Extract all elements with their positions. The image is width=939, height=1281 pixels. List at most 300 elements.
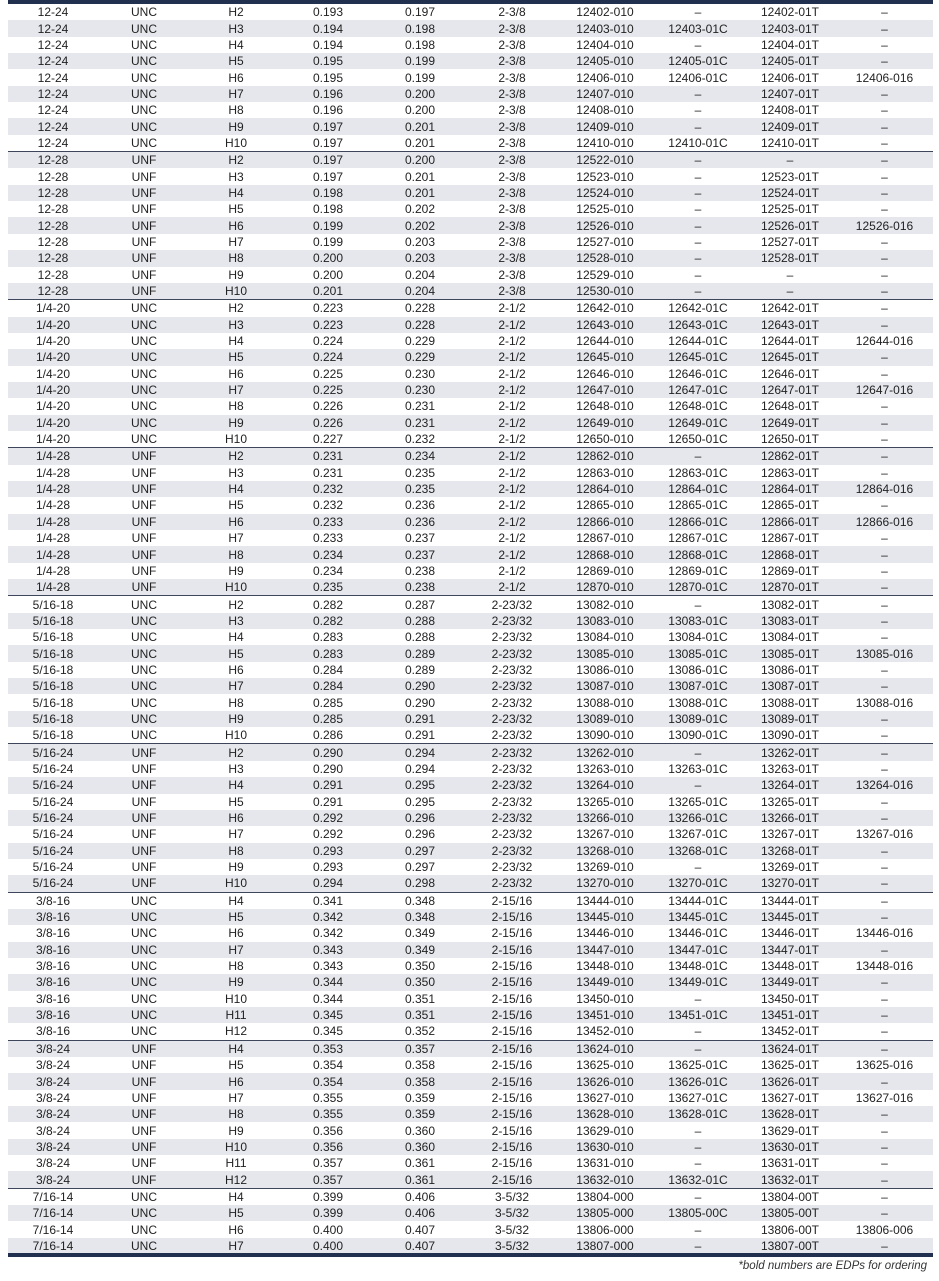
tap-size-cell: 12-24: [37, 103, 69, 118]
edp-tin-cell: 12649-01T: [744, 415, 836, 431]
table-row: [8, 596, 933, 613]
tap-size-cell: 12-28: [37, 267, 69, 282]
table-row: [8, 875, 933, 892]
edp-tin-cell: 12404-01T: [760, 37, 820, 52]
tap-size-cell: 12-24: [37, 37, 69, 52]
table-row: [8, 1238, 933, 1254]
min-pitch-dia-cell: 0.344: [282, 974, 374, 990]
overall-length-cell: 2-3/8: [498, 5, 526, 20]
table-row: [8, 942, 933, 958]
table-row: [8, 431, 933, 448]
edp-tin-cell: 12523-01T: [760, 169, 820, 184]
edp-special-cell: –: [836, 711, 933, 727]
edp-tin-cell: 12525-01T: [760, 202, 820, 217]
tap-size-cell: 12-28: [8, 217, 98, 233]
thread-type-cell: UNC: [131, 959, 157, 974]
table-row: [8, 727, 933, 744]
edp-special-cell: –: [881, 5, 888, 20]
overall-length-cell: 2-15/16: [491, 1156, 533, 1171]
tap-size-cell: 5/16-18: [32, 630, 74, 645]
thread-type-cell: UNF: [98, 1106, 190, 1122]
edp-special-cell: –: [836, 448, 933, 465]
max-pitch-dia-cell: 0.294: [404, 761, 436, 776]
table-row: [8, 662, 933, 678]
h-limit-cell: H6: [228, 366, 244, 381]
table-row: [8, 843, 933, 859]
min-pitch-dia-cell: 0.197: [282, 152, 374, 169]
overall-length-cell: 2-3/8: [466, 20, 558, 36]
edp-plain-cell: 13444-010: [558, 892, 652, 909]
h-limit-cell: H9: [228, 1123, 244, 1138]
max-pitch-dia-cell: 0.201: [404, 169, 436, 184]
overall-length-cell: 2-3/8: [466, 185, 558, 201]
thread-type-cell: UNF: [98, 579, 190, 596]
overall-length-cell: 2-3/8: [466, 86, 558, 102]
edp-plain-cell: 13264-010: [558, 777, 652, 793]
edp-coated-cell: –: [694, 1156, 702, 1171]
edp-special-cell: 12526-016: [836, 217, 933, 233]
edp-special-cell: –: [881, 991, 888, 1006]
thread-type-cell: UNF: [98, 250, 190, 266]
max-pitch-dia-cell: 0.237: [374, 546, 466, 562]
h-limit-cell: H5: [228, 498, 244, 513]
thread-type-cell: UNC: [131, 662, 157, 677]
edp-coated-cell: 12644-01C: [668, 334, 728, 349]
thread-type-cell: UNF: [98, 1139, 190, 1155]
min-pitch-dia-cell: 0.290: [282, 744, 374, 761]
edp-coated-cell: 13263-01C: [668, 761, 728, 776]
overall-length-cell: 3-5/32: [466, 1238, 558, 1254]
h-limit-cell: H8: [228, 959, 244, 974]
thread-type-cell: UNF: [98, 185, 190, 201]
overall-length-cell: 2-15/16: [466, 974, 558, 990]
edp-special-cell: –: [836, 415, 933, 431]
edp-plain-cell: 12648-010: [576, 399, 634, 414]
max-pitch-dia-cell: 0.198: [374, 20, 466, 36]
table-row: [8, 217, 933, 233]
thread-type-cell: UNC: [98, 892, 190, 909]
max-pitch-dia-cell: 0.199: [374, 53, 466, 69]
min-pitch-dia-cell: 0.283: [282, 645, 374, 661]
h-limit-cell: H10: [224, 728, 247, 743]
edp-tin-cell: 13084-01T: [760, 630, 820, 645]
edp-special-cell: –: [881, 202, 888, 217]
edp-plain-cell: 13090-010: [576, 728, 634, 743]
edp-tin-cell: 13087-01T: [744, 678, 836, 694]
tap-size-cell: 5/16-24: [32, 794, 74, 809]
edp-tin-cell: 13265-01T: [760, 794, 820, 809]
edp-tin-cell: 12642-01T: [744, 300, 836, 317]
overall-length-cell: 2-3/8: [498, 70, 526, 85]
edp-tin-cell: –: [744, 152, 836, 169]
max-pitch-dia-cell: 0.236: [404, 498, 436, 513]
edp-plain-cell: 12522-010: [558, 152, 652, 169]
h-limit-cell: H5: [228, 1058, 244, 1073]
table-row: [8, 909, 933, 925]
min-pitch-dia-cell: 0.282: [282, 596, 374, 613]
tap-size-cell: 1/4-20: [8, 349, 98, 365]
h-limit-cell: H4: [190, 892, 282, 909]
edp-coated-cell: 12868-01C: [652, 546, 744, 562]
table-row: [8, 974, 933, 990]
thread-type-cell: UNC: [98, 1238, 190, 1254]
min-pitch-dia-cell: 0.197: [312, 169, 344, 184]
min-pitch-dia-cell: 0.195: [312, 70, 344, 85]
max-pitch-dia-cell: 0.230: [374, 382, 466, 398]
edp-special-cell: –: [881, 135, 888, 150]
edp-plain-cell: 13082-010: [558, 596, 652, 613]
min-pitch-dia-cell: 0.344: [312, 991, 344, 1006]
max-pitch-dia-cell: 0.290: [404, 695, 436, 710]
edp-special-cell: –: [836, 1188, 933, 1205]
max-pitch-dia-cell: 0.198: [404, 37, 436, 52]
table-row: [8, 1090, 933, 1106]
table-row: [8, 20, 933, 36]
overall-length-cell: 2-3/8: [498, 169, 526, 184]
table-row: [8, 300, 933, 317]
min-pitch-dia-cell: 0.225: [282, 382, 374, 398]
thread-type-cell: UNF: [98, 1040, 190, 1057]
edp-tin-cell: 13082-01T: [744, 596, 836, 613]
edp-tin-cell: –: [744, 283, 836, 300]
edp-coated-cell: –: [652, 744, 744, 761]
tap-size-cell: 3/8-24: [35, 1090, 71, 1105]
edp-tin-cell: 13451-01T: [744, 1007, 836, 1023]
edp-tin-cell: 12407-01T: [744, 86, 836, 102]
edp-special-cell: –: [836, 20, 933, 36]
overall-length-cell: 2-15/16: [466, 1007, 558, 1023]
edp-coated-cell: 13089-01C: [652, 711, 744, 727]
edp-plain-cell: 12867-010: [576, 531, 634, 546]
max-pitch-dia-cell: 0.235: [374, 481, 466, 497]
thread-type-cell: UNF: [98, 1171, 190, 1188]
max-pitch-dia-cell: 0.232: [404, 432, 436, 447]
table-row: [8, 1155, 933, 1171]
tap-size-cell: 3/8-24: [35, 1123, 71, 1138]
tap-size-cell: 1/4-28: [35, 465, 71, 480]
edp-coated-cell: 12865-01C: [668, 498, 728, 513]
max-pitch-dia-cell: 0.291: [404, 728, 436, 743]
tap-size-cell: 5/16-24: [8, 810, 98, 826]
table-row: [8, 333, 933, 349]
table-row: [8, 382, 933, 398]
thread-type-cell: UNF: [98, 448, 190, 465]
edp-tin-cell: 13624-01T: [744, 1040, 836, 1057]
thread-type-cell: UNF: [131, 1123, 157, 1138]
tap-size-cell: 12-28: [8, 283, 98, 300]
edp-coated-cell: –: [694, 267, 702, 282]
edp-plain-cell: 12645-010: [558, 349, 652, 365]
min-pitch-dia-cell: 0.224: [282, 349, 374, 365]
thread-type-cell: UNF: [131, 1058, 157, 1073]
min-pitch-dia-cell: 0.293: [312, 860, 344, 875]
edp-tin-cell: 12647-01T: [744, 382, 836, 398]
edp-plain-cell: 12649-010: [558, 415, 652, 431]
tap-size-cell: 12-28: [8, 250, 98, 266]
tap-size-cell: 12-24: [8, 86, 98, 102]
tap-size-cell: 7/16-14: [8, 1205, 98, 1221]
edp-plain-cell: 13270-010: [558, 875, 652, 892]
edp-special-cell: –: [881, 267, 888, 282]
edp-special-cell: –: [836, 678, 933, 694]
edp-tin-cell: 13089-01T: [744, 711, 836, 727]
edp-coated-cell: –: [694, 1024, 702, 1039]
max-pitch-dia-cell: 0.201: [374, 118, 466, 134]
edp-coated-cell: –: [652, 1188, 744, 1205]
edp-plain-cell: 13632-010: [558, 1171, 652, 1188]
overall-length-cell: 2-1/2: [466, 317, 558, 333]
table-row: [8, 481, 933, 497]
min-pitch-dia-cell: 0.343: [312, 959, 344, 974]
table-row: [8, 185, 933, 201]
max-pitch-dia-cell: 0.236: [374, 514, 466, 530]
thread-type-cell: UNC: [98, 382, 190, 398]
thread-type-cell: UNC: [98, 86, 190, 102]
edp-coated-cell: 13088-01C: [668, 695, 728, 710]
min-pitch-dia-cell: 0.343: [282, 942, 374, 958]
edp-special-cell: 13264-016: [836, 777, 933, 793]
tap-size-cell: 3/8-16: [35, 1024, 71, 1039]
max-pitch-dia-cell: 0.238: [374, 579, 466, 596]
tap-size-cell: 3/8-16: [8, 942, 98, 958]
tap-size-cell: 5/16-18: [8, 596, 98, 613]
overall-length-cell: 2-15/16: [466, 1073, 558, 1089]
edp-coated-cell: 12646-01C: [668, 366, 728, 381]
min-pitch-dia-cell: 0.284: [312, 662, 344, 677]
table-row: [8, 629, 933, 645]
max-pitch-dia-cell: 0.228: [374, 300, 466, 317]
h-limit-cell: H2: [190, 152, 282, 169]
table-row: [8, 761, 933, 777]
edp-plain-cell: 12410-010: [576, 135, 634, 150]
min-pitch-dia-cell: 0.282: [282, 613, 374, 629]
min-pitch-dia-cell: 0.201: [282, 283, 374, 300]
h-limit-cell: H3: [190, 317, 282, 333]
overall-length-cell: 2-23/32: [491, 860, 533, 875]
edp-tin-cell: 13447-01T: [744, 942, 836, 958]
edp-tin-cell: 13449-01T: [744, 974, 836, 990]
thread-type-cell: UNC: [131, 5, 157, 20]
min-pitch-dia-cell: 0.200: [312, 267, 344, 282]
tap-size-cell: 12-28: [8, 185, 98, 201]
edp-tin-cell: 12863-01T: [760, 465, 820, 480]
edp-tin-cell: 13807-00T: [744, 1238, 836, 1254]
edp-tin-cell: 12864-01T: [744, 481, 836, 497]
max-pitch-dia-cell: 0.358: [374, 1073, 466, 1089]
overall-length-cell: 2-3/8: [466, 250, 558, 266]
edp-coated-cell: –: [694, 5, 702, 20]
edp-coated-cell: 13625-01C: [668, 1058, 728, 1073]
tap-size-cell: 1/4-20: [35, 399, 71, 414]
edp-plain-cell: 12402-010: [576, 5, 634, 20]
edp-special-cell: –: [836, 300, 933, 317]
edp-coated-cell: 12647-01C: [652, 382, 744, 398]
edp-special-cell: –: [836, 892, 933, 909]
tap-size-cell: 3/8-24: [35, 1058, 71, 1073]
edp-coated-cell: 12869-01C: [668, 563, 728, 578]
max-pitch-dia-cell: 0.294: [374, 744, 466, 761]
edp-coated-cell: 12642-01C: [652, 300, 744, 317]
table-row: [8, 1106, 933, 1122]
thread-type-cell: UNC: [131, 103, 157, 118]
max-pitch-dia-cell: 0.199: [404, 70, 436, 85]
overall-length-cell: 2-3/8: [498, 202, 526, 217]
edp-coated-cell: –: [694, 202, 702, 217]
edp-plain-cell: 13629-010: [576, 1123, 634, 1138]
edp-special-cell: –: [836, 546, 933, 562]
max-pitch-dia-cell: 0.351: [374, 1007, 466, 1023]
h-limit-cell: H4: [228, 37, 244, 52]
edp-coated-cell: –: [694, 991, 702, 1006]
edp-special-cell: –: [836, 1040, 933, 1057]
overall-length-cell: 2-15/16: [466, 1139, 558, 1155]
edp-plain-cell: 13269-010: [576, 860, 634, 875]
edp-plain-cell: 13446-010: [576, 926, 634, 941]
overall-length-cell: 2-1/2: [466, 481, 558, 497]
thread-type-cell: UNC: [98, 300, 190, 317]
thread-type-cell: UNF: [98, 744, 190, 761]
table-row: [8, 448, 933, 465]
edp-plain-cell: 13084-010: [576, 630, 634, 645]
overall-length-cell: 2-1/2: [466, 349, 558, 365]
overall-length-cell: 2-1/2: [498, 465, 526, 480]
table-row: [8, 1139, 933, 1155]
edp-special-cell: –: [836, 152, 933, 169]
edp-special-cell: –: [836, 1238, 933, 1254]
edp-tin-cell: 13446-01T: [760, 926, 820, 941]
table-row: [8, 234, 933, 250]
tap-size-cell: 5/16-18: [32, 728, 74, 743]
max-pitch-dia-cell: 0.350: [374, 974, 466, 990]
thread-type-cell: UNF: [98, 546, 190, 562]
max-pitch-dia-cell: 0.297: [374, 843, 466, 859]
edp-tin-cell: 13632-01T: [744, 1171, 836, 1188]
max-pitch-dia-cell: 0.202: [374, 217, 466, 233]
edp-special-cell: –: [836, 1007, 933, 1023]
edp-tin-cell: 12867-01T: [760, 531, 820, 546]
h-limit-cell: H7: [190, 1238, 282, 1254]
overall-length-cell: 2-3/8: [498, 135, 526, 150]
max-pitch-dia-cell: 0.202: [404, 202, 436, 217]
table-row: [8, 37, 933, 53]
edp-plain-cell: 13265-010: [576, 794, 634, 809]
max-pitch-dia-cell: 0.201: [374, 185, 466, 201]
min-pitch-dia-cell: 0.354: [282, 1073, 374, 1089]
max-pitch-dia-cell: 0.201: [404, 135, 436, 150]
edp-plain-cell: 13262-010: [558, 744, 652, 761]
edp-plain-cell: 13625-010: [576, 1058, 634, 1073]
h-limit-cell: H4: [228, 630, 244, 645]
edp-coated-cell: 12403-01C: [652, 20, 744, 36]
table-row: [8, 135, 933, 152]
min-pitch-dia-cell: 0.284: [282, 678, 374, 694]
tap-size-cell: 1/4-28: [8, 448, 98, 465]
max-pitch-dia-cell: 0.296: [374, 810, 466, 826]
edp-special-cell: –: [836, 283, 933, 300]
edp-coated-cell: 12645-01C: [652, 349, 744, 365]
min-pitch-dia-cell: 0.399: [282, 1188, 374, 1205]
h-limit-cell: H6: [228, 70, 244, 85]
tap-size-cell: 5/16-24: [32, 860, 74, 875]
tap-size-cell: 5/16-24: [8, 777, 98, 793]
max-pitch-dia-cell: 0.348: [374, 892, 466, 909]
h-limit-cell: H6: [190, 1073, 282, 1089]
edp-special-cell: 12866-016: [836, 514, 933, 530]
h-limit-cell: H4: [190, 1040, 282, 1057]
thread-type-cell: UNF: [131, 827, 157, 842]
h-limit-cell: H5: [228, 794, 244, 809]
edp-special-cell: –: [881, 465, 888, 480]
max-pitch-dia-cell: 0.360: [404, 1123, 436, 1138]
min-pitch-dia-cell: 0.224: [312, 334, 344, 349]
min-pitch-dia-cell: 0.356: [282, 1139, 374, 1155]
h-limit-cell: H3: [228, 169, 244, 184]
min-pitch-dia-cell: 0.292: [312, 827, 344, 842]
edp-special-cell: –: [881, 1123, 888, 1138]
edp-plain-cell: 13445-010: [558, 909, 652, 925]
table-row: [8, 859, 933, 875]
edp-special-cell: –: [836, 810, 933, 826]
edp-tin-cell: 12408-01T: [760, 103, 820, 118]
max-pitch-dia-cell: 0.352: [404, 1024, 436, 1039]
min-pitch-dia-cell: 0.355: [312, 1090, 344, 1105]
edp-plain-cell: 12407-010: [558, 86, 652, 102]
thread-type-cell: UNC: [98, 1007, 190, 1023]
edp-special-cell: 13806-006: [855, 1222, 914, 1237]
edp-special-cell: –: [836, 1205, 933, 1221]
table-row: [8, 201, 933, 217]
edp-plain-cell: 12868-010: [558, 546, 652, 562]
h-limit-cell: H10: [190, 283, 282, 300]
edp-tin-cell: 13630-01T: [744, 1139, 836, 1155]
min-pitch-dia-cell: 0.285: [282, 711, 374, 727]
thread-type-cell: UNC: [98, 1205, 190, 1221]
min-pitch-dia-cell: 0.354: [312, 1058, 344, 1073]
tap-size-cell: 5/16-18: [8, 645, 98, 661]
max-pitch-dia-cell: 0.231: [404, 399, 436, 414]
edp-plain-cell: 13086-010: [576, 662, 634, 677]
h-limit-cell: H7: [190, 382, 282, 398]
edp-coated-cell: 13084-01C: [668, 630, 728, 645]
edp-plain-cell: 12526-010: [558, 217, 652, 233]
table-row: [8, 118, 933, 134]
edp-special-cell: 13625-016: [855, 1058, 914, 1073]
thread-type-cell: UNC: [98, 678, 190, 694]
max-pitch-dia-cell: 0.289: [404, 662, 436, 677]
thread-type-cell: UNC: [98, 596, 190, 613]
tap-size-cell: 3/8-24: [8, 1171, 98, 1188]
edp-plain-cell: 13451-010: [558, 1007, 652, 1023]
thread-type-cell: UNC: [98, 645, 190, 661]
h-limit-cell: H6: [190, 217, 282, 233]
overall-length-cell: 2-1/2: [466, 514, 558, 530]
overall-length-cell: 2-1/2: [466, 415, 558, 431]
edp-tin-cell: 13266-01T: [744, 810, 836, 826]
table-row: [8, 810, 933, 826]
min-pitch-dia-cell: 0.196: [312, 103, 344, 118]
edp-plain-cell: 12862-010: [558, 448, 652, 465]
thread-type-cell: UNC: [131, 432, 157, 447]
table-row: [8, 102, 933, 118]
table-row: [8, 777, 933, 793]
max-pitch-dia-cell: 0.288: [374, 613, 466, 629]
edp-plain-cell: 13089-010: [558, 711, 652, 727]
edp-special-cell: –: [881, 432, 888, 447]
h-limit-cell: H6: [228, 1222, 244, 1237]
edp-coated-cell: –: [694, 234, 702, 249]
edp-tin-cell: 13264-01T: [744, 777, 836, 793]
min-pitch-dia-cell: 0.341: [282, 892, 374, 909]
